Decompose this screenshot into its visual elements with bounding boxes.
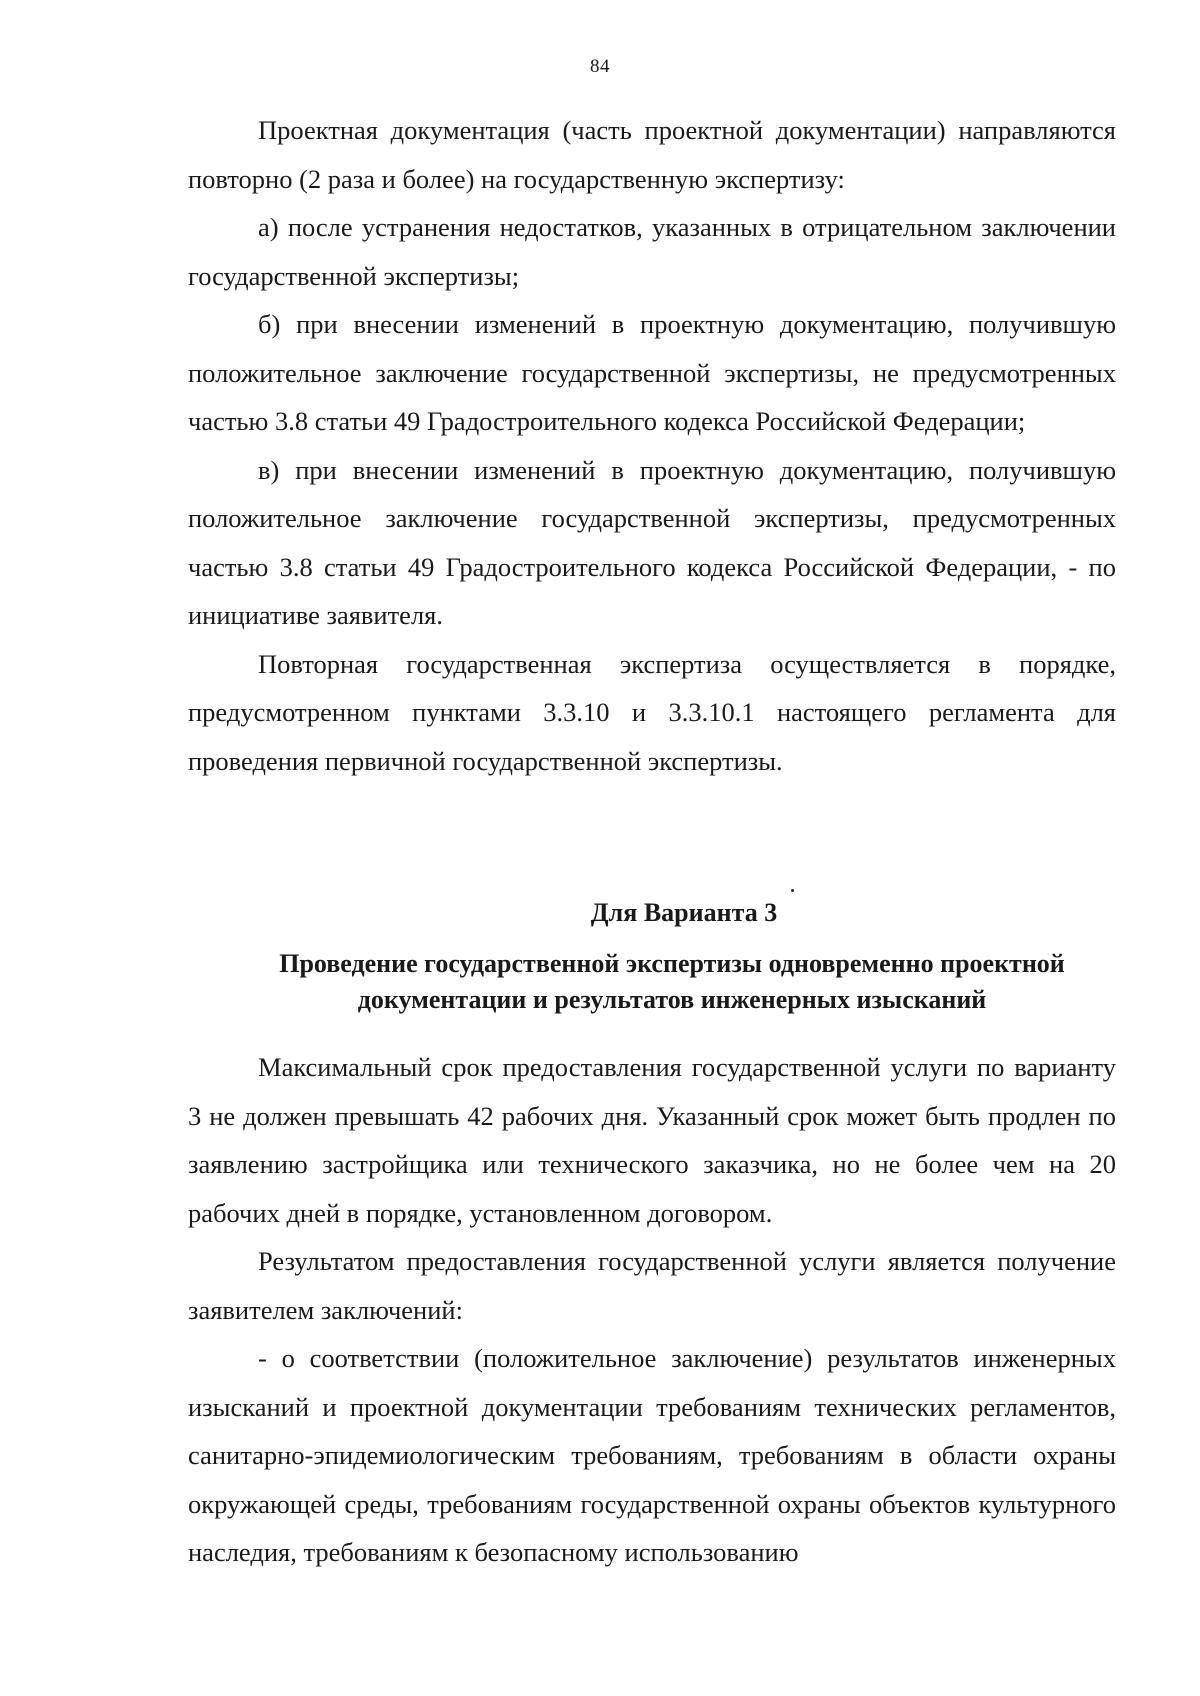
top-text-block xyxy=(188,106,1116,785)
paragraph-max-term: Максимальный срок предоставления государственной услуги по варианту 3 не должен превышать 42 рабочих дня. Указанный срок может быть продлен по заявлению застройщика или технического заказчика, но не более чем на 20 рабочих дней в порядке, установленном договором. xyxy=(188,1052,1116,1228)
paragraph-repeat-expertise: Повторная государственная экспертиза осуществляется в порядке, предусмотренном пунктами 3.3.10 и 3.3.10.1 настоящего регламента для проведения первичной государственной экспертизы. xyxy=(188,648,1116,776)
paragraph-resubmission: Проектная документация (часть проектной документации) направляются повторно (2 раза и более) на государственную экспертизу: xyxy=(188,115,1116,194)
variant-heading: Для Варианта 3 xyxy=(590,898,778,927)
paragraph-item-v: в) при внесении изменений в проектную документацию, получившую положительное заключение государственной экспертизы, предусмотренных частью 3.8 статьи 49 Градостроительного кодекса Российской Федерации, - по инициативе заявителя. xyxy=(188,454,1116,630)
bottom-text-block xyxy=(188,1043,1116,1577)
section-title xyxy=(188,946,1116,1018)
page-number: 84 xyxy=(590,56,610,77)
paragraph-item-a: а) после устранения недостатков, указанных в отрицательном заключении государственной экспертизы; xyxy=(188,212,1116,291)
paragraph-item-b: б) при внесении изменений в проектную документацию, получившую положительное заключение государственной экспертизы, не предусмотренных частью 3.8 статьи 49 Градостроительного кодекса Российской Федерации; xyxy=(188,309,1116,436)
scan-dot-mark xyxy=(791,889,794,892)
section-title-line-1: Проведение государственной экспертизы одновременно проектной xyxy=(279,949,1065,978)
paragraph-conformity: - о соответствии (положительное заключение) результатов инженерных изысканий и проектной документации требованиям технических регламентов, санитарно-эпидемиологическим требованиям, требованиям в области охраны окружающей среды, требованиям государственной охраны объектов культурного наследия, требованиям к безопасному использованию xyxy=(188,1343,1116,1567)
paragraph-result: Результатом предоставления государственной услуги является получение заявителем заключений: xyxy=(188,1246,1116,1325)
section-title-line-2: документации и результатов инженерных изысканий xyxy=(357,985,987,1014)
